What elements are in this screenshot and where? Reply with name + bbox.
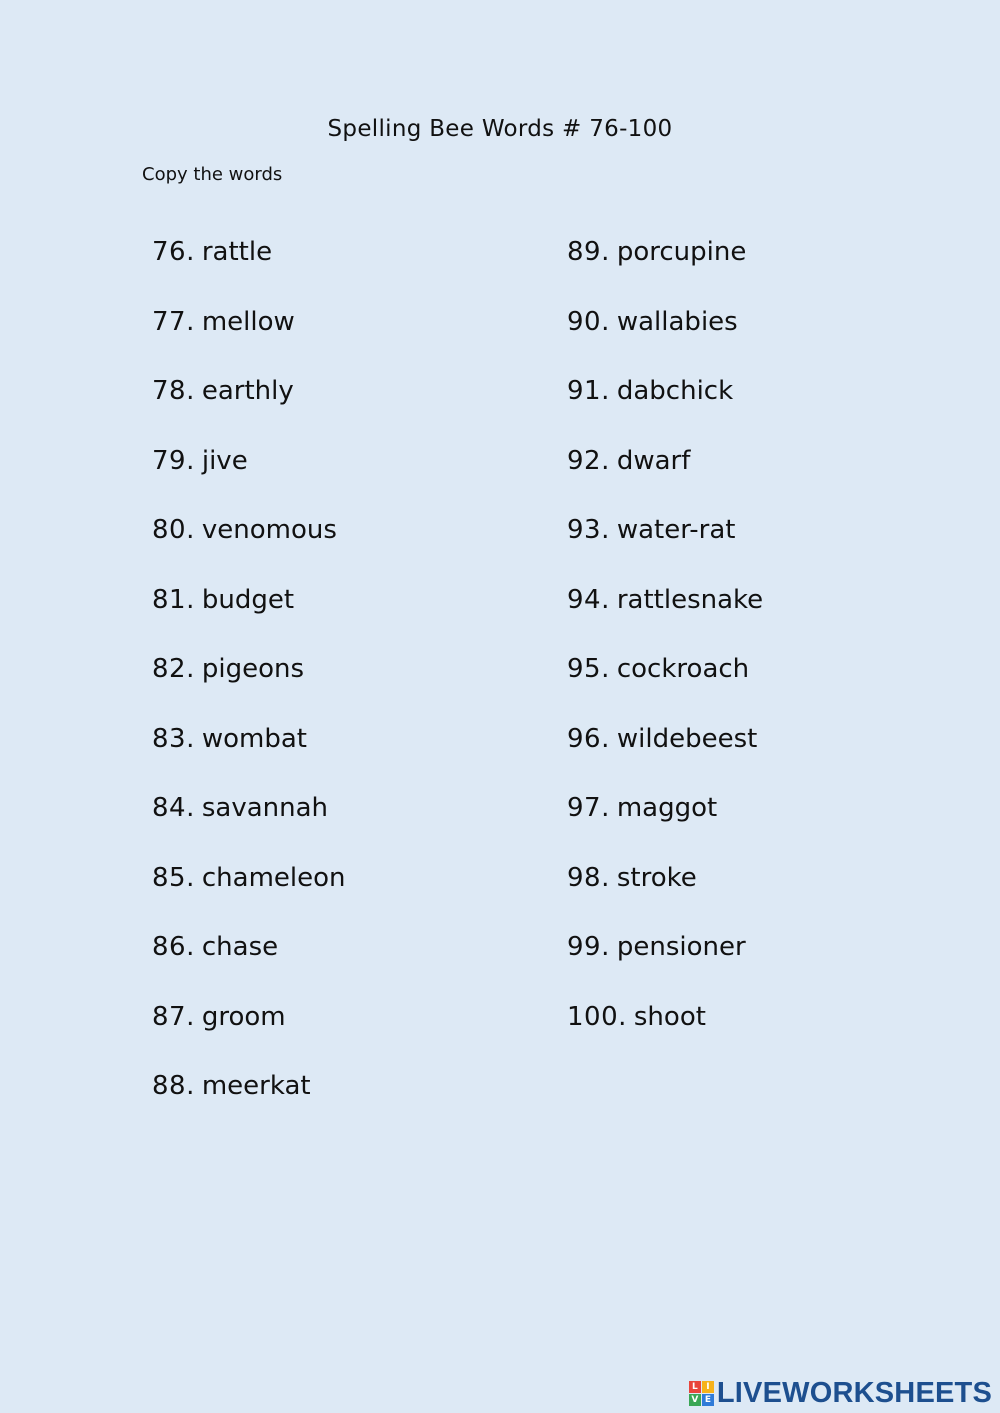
word-text: rattle	[201, 237, 273, 267]
word-text: jive	[201, 445, 248, 476]
word-number: 97.	[567, 793, 610, 823]
word-text: budget	[201, 584, 295, 615]
word-item	[152, 1001, 346, 1071]
logo-letter-v: V	[689, 1394, 701, 1406]
liveworksheets-logo[interactable]	[689, 1374, 992, 1412]
word-text: pigeons	[201, 654, 305, 684]
word-number: 92.	[567, 445, 610, 476]
word-text: earthly	[201, 376, 294, 406]
word-number: 80.	[152, 515, 195, 545]
liveworksheets-logo-icon	[689, 1381, 714, 1406]
word-number: 85.	[152, 862, 195, 893]
word-number: 88.	[152, 1071, 195, 1101]
word-item	[567, 375, 763, 445]
word-item	[567, 445, 763, 515]
word-text: mellow	[201, 306, 295, 337]
word-number: 96.	[567, 723, 610, 754]
word-number: 91.	[567, 376, 610, 406]
word-number: 77.	[152, 306, 195, 337]
word-item	[152, 653, 346, 723]
word-item	[567, 653, 763, 723]
logo-letter-l: L	[689, 1381, 701, 1393]
word-text: meerkat	[201, 1071, 311, 1101]
word-text: maggot	[616, 793, 718, 823]
word-item	[567, 931, 763, 1001]
word-number: 89.	[567, 237, 610, 267]
word-number: 90.	[567, 306, 610, 337]
word-item	[567, 723, 763, 793]
word-item	[152, 584, 346, 654]
word-item	[567, 862, 763, 932]
word-text: savannah	[201, 793, 329, 823]
word-item	[152, 445, 346, 515]
word-item	[152, 931, 346, 1001]
word-text: dabchick	[616, 376, 734, 406]
word-text: wallabies	[616, 306, 738, 337]
word-number: 93.	[567, 515, 610, 545]
word-text: pensioner	[616, 932, 746, 962]
worksheet-title: Spelling Bee Words # 76-100	[327, 116, 673, 142]
word-number: 100.	[567, 1001, 627, 1032]
word-item	[567, 306, 763, 376]
word-text: venomous	[201, 515, 337, 545]
word-text: stroke	[616, 862, 697, 893]
word-text: shoot	[633, 1001, 706, 1032]
logo-letter-e: E	[702, 1394, 714, 1406]
word-number: 79.	[152, 445, 195, 476]
word-text: wombat	[201, 723, 307, 754]
word-number: 78.	[152, 376, 195, 406]
word-item	[152, 862, 346, 932]
word-item	[567, 236, 763, 306]
word-text: chase	[201, 932, 279, 962]
word-item	[152, 1070, 346, 1140]
word-number: 87.	[152, 1001, 195, 1032]
liveworksheets-logo-text: LIVEWORKSHEETS	[716, 1376, 992, 1409]
word-item	[152, 514, 346, 584]
word-text: groom	[201, 1001, 286, 1032]
word-text: rattlesnake	[616, 584, 764, 615]
word-text: porcupine	[616, 237, 747, 267]
word-list-right	[567, 236, 763, 1070]
word-text: cockroach	[616, 654, 750, 684]
word-number: 76.	[152, 237, 195, 267]
word-number: 95.	[567, 654, 610, 684]
word-item	[152, 792, 346, 862]
word-item	[152, 306, 346, 376]
word-item	[567, 1001, 763, 1071]
word-text: chameleon	[201, 862, 346, 893]
word-number: 84.	[152, 793, 195, 823]
word-item	[152, 723, 346, 793]
word-number: 83.	[152, 723, 195, 754]
word-number: 81.	[152, 584, 195, 615]
word-item	[567, 514, 763, 584]
word-text: wildebeest	[616, 723, 758, 754]
word-item	[567, 584, 763, 654]
logo-letter-i: I	[702, 1381, 714, 1393]
word-number: 86.	[152, 932, 195, 962]
word-number: 98.	[567, 862, 610, 893]
instruction-text: Copy the words	[142, 164, 283, 185]
word-list-left	[152, 236, 346, 1140]
word-text: water-rat	[616, 515, 736, 545]
word-number: 82.	[152, 654, 195, 684]
word-item	[152, 375, 346, 445]
word-text: dwarf	[616, 445, 691, 476]
word-number: 94.	[567, 584, 610, 615]
word-item	[152, 236, 346, 306]
word-number: 99.	[567, 932, 610, 962]
word-item	[567, 792, 763, 862]
